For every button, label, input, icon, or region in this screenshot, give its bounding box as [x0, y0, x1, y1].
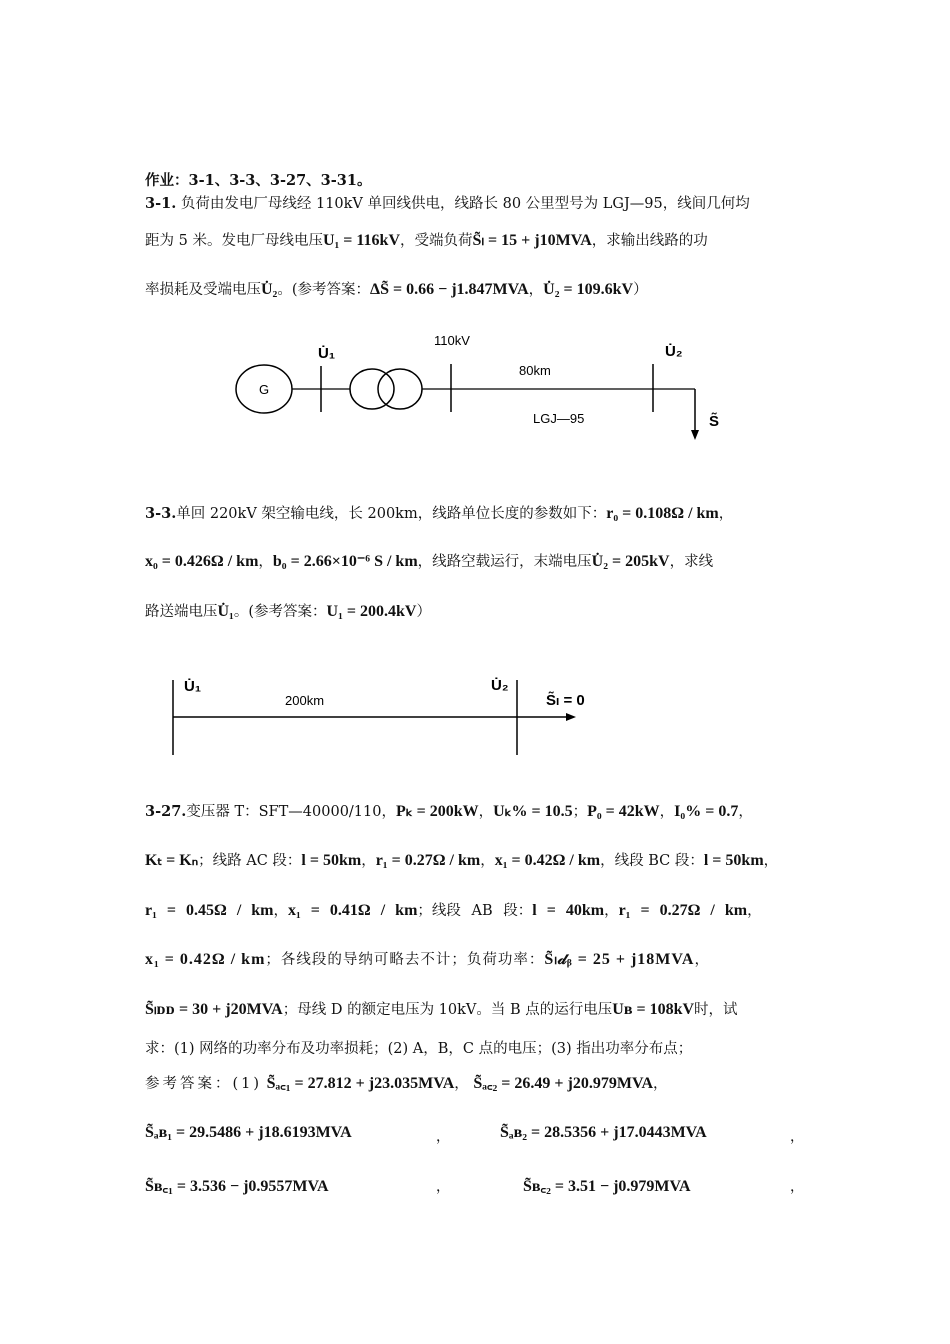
formula: S̃ₗᴅᴅ = 30 + j20MVA	[145, 1001, 283, 1018]
text: 单回 220kV 架空输电线，长 200km，线路单位长度的参数如下：	[176, 506, 607, 522]
formula: x₁ = 0.41Ω / km	[288, 902, 418, 919]
formula: b₀ = 2.66×10⁻⁶ S / km	[272, 553, 418, 570]
formula: Uₖ% = 10.5	[493, 803, 573, 820]
text: ，	[718, 506, 734, 522]
text: ；线段 AB 段：	[417, 903, 533, 919]
formula: U₁ = 116kV	[322, 232, 400, 249]
line-diagram-3-3	[0, 660, 950, 770]
transformer-winding-1	[350, 369, 394, 409]
text: ，	[361, 853, 376, 869]
text: ，	[694, 952, 710, 968]
problem-number: 3-27.	[145, 803, 187, 820]
formula: U̇₁	[217, 603, 234, 620]
formula: U̇₂ = 205kV	[591, 553, 670, 570]
formula: l = 40km	[532, 902, 605, 919]
formula: S̃ₐ꜀₁ = 27.812 + j23.035MVA	[266, 1075, 455, 1092]
text: ；各线段的导纳可略去不计；负荷功率：	[265, 952, 545, 968]
text: ，	[480, 853, 495, 869]
transformer-winding-2	[378, 369, 422, 409]
formula: r₁ = 0.27Ω / km	[618, 902, 748, 919]
comma: ，	[436, 1179, 450, 1195]
text: 。(参考答案：	[277, 282, 371, 298]
comma: ，	[790, 1129, 804, 1145]
comma: ，	[436, 1129, 450, 1145]
u1-label: U̇₁	[318, 345, 336, 362]
text: ，求输出线路的功	[591, 233, 708, 249]
text: ，	[528, 282, 544, 298]
problem-number: 3-3.	[145, 505, 177, 522]
length-label: 200km	[285, 693, 325, 708]
text: ，线路空载运行，末端电压	[417, 554, 592, 570]
length-label: 80km	[519, 363, 551, 378]
problem-3-27-line-6	[145, 1038, 692, 1060]
load-arrow-head	[691, 430, 699, 440]
u1-label: U̇₁	[184, 678, 202, 695]
text: ，	[273, 903, 288, 919]
text: ，	[454, 1076, 469, 1092]
u2-label: U̇₂	[665, 343, 683, 360]
text: 距为 5 米。发电厂母线电压	[145, 233, 323, 249]
formula: r₁ = 0.27Ω / km	[375, 852, 481, 869]
generator-label: G	[259, 382, 270, 397]
problem-3-3-line-3	[145, 601, 431, 623]
text: 变压器 T：SFT—40000/110，	[186, 804, 396, 820]
comma: ，	[790, 1179, 804, 1195]
formula: S̃ₗ = 15 + j10MVA	[472, 232, 592, 249]
text: ，求线	[669, 554, 714, 570]
problem-3-27-line-5	[145, 999, 738, 1021]
formula: U̇₂ = 109.6kV	[543, 281, 634, 298]
u2-label: U̇₂	[491, 677, 509, 694]
formula: Uʙ = 108kV	[612, 1001, 695, 1018]
answer-s-ab1: S̃ₐʙ₁ = 29.5486 + j18.6193MVA	[145, 1124, 352, 1141]
formula: ΔS̃ = 0.66 − j1.847MVA	[370, 281, 529, 298]
load-label: S̃	[709, 413, 720, 430]
formula: P₀ = 42kW	[587, 803, 660, 820]
circuit-diagram-3-1	[0, 0, 950, 470]
text: ，	[659, 804, 675, 820]
text: ，	[604, 903, 619, 919]
homework-label: 作业：	[145, 172, 189, 189]
formula: U̇₂	[261, 281, 278, 298]
problem-text: 负荷由发电厂母线经 110kV 单回线供电，线路长 80 公里型号为 LGJ—95，线间几何均	[180, 196, 750, 212]
text: ；线路 AC 段：	[198, 853, 302, 869]
text: ，	[478, 804, 494, 820]
problem-3-3-line-2	[145, 551, 713, 573]
text: ）	[416, 604, 431, 620]
text: 求：(1) 网络的功率分布及功率损耗；(2) A，B，C 点的电压；(3) 指出功率分布点；	[145, 1041, 693, 1057]
line-arrow-head	[566, 713, 576, 721]
text: ）	[633, 282, 648, 298]
formula: r₀ = 0.108Ω / km	[606, 505, 719, 522]
problem-3-27-line-1	[145, 801, 753, 823]
problem-3-27-line-2	[145, 850, 778, 872]
problem-3-27-line-3	[145, 900, 762, 922]
problem-number: 3-1.	[145, 195, 177, 212]
load-label: S̃ₗ = 0	[546, 692, 585, 709]
formula: r₁ = 0.45Ω / km	[145, 902, 274, 919]
text: ，	[653, 1076, 668, 1092]
line-type-label: LGJ—95	[533, 411, 585, 426]
problem-3-27-answer-line-1	[145, 1073, 668, 1095]
text: ，	[738, 804, 753, 820]
problem-3-3-line-1	[145, 503, 733, 525]
problem-3-27-line-4	[145, 949, 710, 971]
formula: I₀% = 0.7	[674, 803, 739, 820]
answer-s-bc1: S̃ʙ꜀₁ = 3.536 − j0.9557MVA	[145, 1178, 329, 1195]
formula: U₁ = 200.4kV	[326, 603, 417, 620]
text: 时，试	[694, 1002, 738, 1018]
text: ，	[258, 554, 273, 570]
answer-s-bc2: S̃ʙ꜀₂ = 3.51 − j0.979MVA	[523, 1178, 691, 1195]
formula: x₁ = 0.42Ω / km	[494, 852, 601, 869]
homework-items: 3-1、3-3、3-27、3-31。	[188, 172, 372, 189]
text: ，	[747, 903, 762, 919]
text: ；母线 D 的额定电压为 10kV。当 B 点的运行电压	[282, 1002, 613, 1018]
text: ；	[572, 804, 588, 820]
text: ，	[763, 853, 779, 869]
text: 率损耗及受端电压	[145, 282, 261, 298]
formula: S̃ₐ꜀₂ = 26.49 + j20.979MVA	[473, 1075, 654, 1092]
formula: x₀ = 0.426Ω / km	[145, 553, 259, 570]
answer-s-ab2: S̃ₐʙ₂ = 28.5356 + j17.0443MVA	[500, 1124, 707, 1141]
formula: Pₖ = 200kW	[395, 803, 479, 820]
formula: x₁ = 0.42Ω / km	[145, 951, 266, 968]
text: 参考答案：(1)	[145, 1076, 263, 1092]
formula: l = 50km	[703, 852, 764, 869]
voltage-label: 110kV	[434, 333, 470, 348]
text: ，线段 BC 段：	[600, 853, 704, 869]
formula: l = 50km	[301, 852, 362, 869]
text: 。(参考答案：	[233, 604, 327, 620]
formula: Kₜ = Kₙ	[145, 852, 199, 869]
text: 路送端电压	[145, 604, 218, 620]
text: ，受端负荷	[400, 233, 473, 249]
formula: S̃ₗ𝒹ᵦ = 25 + j18MVA	[544, 951, 695, 968]
